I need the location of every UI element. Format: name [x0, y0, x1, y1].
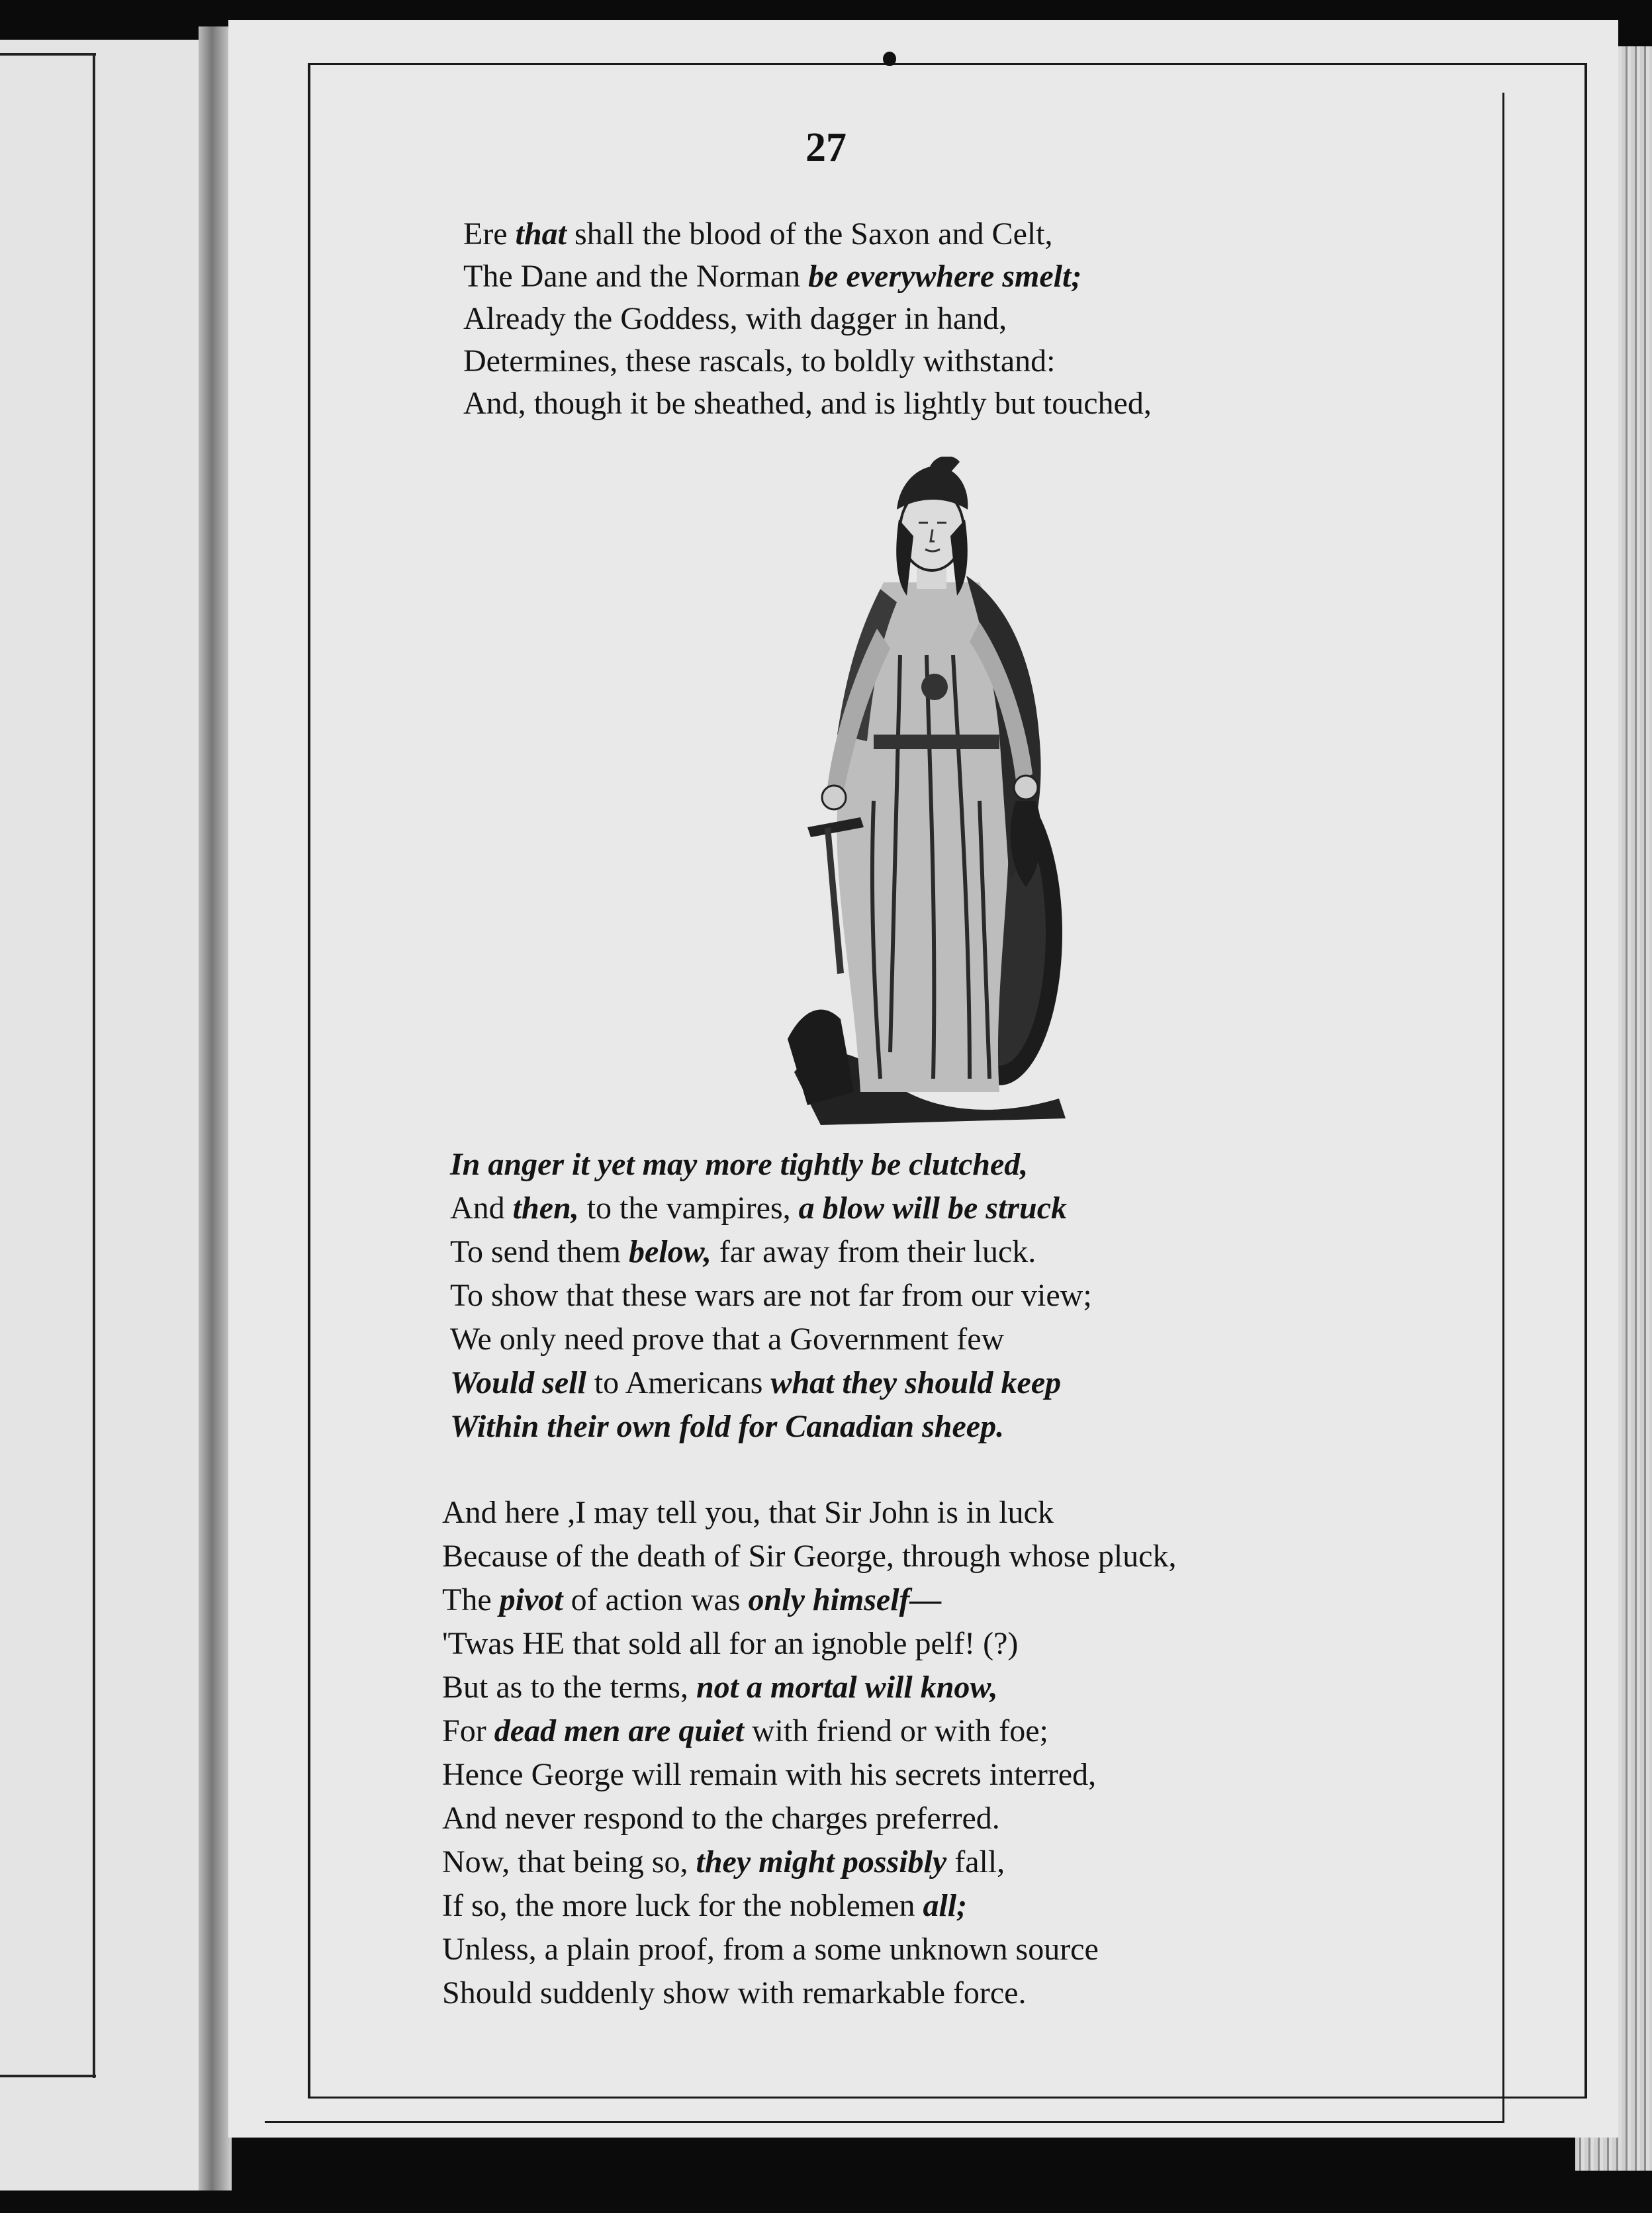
verse-line: [442, 1928, 1176, 1972]
verse-text: shall the blood of the Saxon and Celt,: [566, 216, 1053, 251]
emphasized-text: only himself—: [748, 1582, 942, 1617]
verse-line: [450, 1275, 1092, 1318]
verse-line: [442, 1710, 1176, 1754]
verse-text: Should suddenly show with remarkable force.: [442, 1975, 1027, 2010]
verse-text: to Americans: [586, 1365, 771, 1400]
verse-line: [450, 1406, 1092, 1449]
verse-line: [450, 1187, 1092, 1231]
verse-text: And: [450, 1191, 513, 1226]
verse-text: For: [442, 1713, 494, 1748]
verse-line: [463, 383, 1152, 425]
ink-dot: [883, 52, 896, 66]
verse-text: And here ,I may tell you, that Sir John is in luck: [442, 1495, 1054, 1530]
emphasized-text: they might possibly: [696, 1844, 947, 1879]
facing-page-border-bottom: [0, 2075, 96, 2077]
verse-text: To show that these wars are not far from our view;: [450, 1278, 1092, 1313]
verse-text: with friend or with foe;: [743, 1713, 1048, 1748]
verse-line: [442, 1623, 1176, 1666]
stanza-3: [442, 1492, 1176, 2016]
verse-line: [463, 255, 1152, 298]
facing-page: [0, 40, 212, 2190]
book-gutter: [199, 26, 232, 2190]
emphasized-text: dead men are quiet: [494, 1713, 744, 1748]
emphasized-text: a blow will be struck: [798, 1191, 1067, 1226]
verse-line: [442, 1797, 1176, 1841]
facing-page-border: [93, 53, 95, 2078]
verse-text: Because of the death of Sir George, through whose pluck,: [442, 1539, 1177, 1574]
emphasized-text: Would sell: [450, 1365, 586, 1400]
verse-text: to the vampires,: [578, 1191, 799, 1226]
verse-line: [442, 1754, 1176, 1797]
verse-line: [450, 1318, 1092, 1362]
verse-text: Hence George will remain with his secrets interred,: [442, 1757, 1097, 1792]
emphasized-text: pivot: [499, 1582, 563, 1617]
verse-text: 'Twas: [442, 1626, 523, 1661]
verse-line: [442, 1972, 1176, 2016]
stanza-1: [463, 213, 1152, 425]
verse-line: [442, 1841, 1176, 1885]
verse-text: Determines, these rascals, to boldly withstand:: [463, 343, 1056, 379]
verse-text: HE: [522, 1626, 565, 1661]
emphasized-text: In anger it yet may more tightly be clutched,: [450, 1147, 1029, 1182]
verse-line: [463, 340, 1152, 383]
emphasized-text: below,: [628, 1234, 711, 1269]
verse-text: far away from their luck.: [711, 1234, 1036, 1269]
emphasized-text: all;: [923, 1888, 968, 1923]
verse-text: We only need prove that a Government few: [450, 1322, 1005, 1357]
verse-line: [442, 1492, 1176, 1535]
verse-line: [463, 298, 1152, 340]
verse-line: [442, 1579, 1176, 1623]
verse-line: [442, 1535, 1176, 1579]
verse-text: Already the Goddess, with dagger in hand,: [463, 301, 1007, 336]
verse-line: [442, 1666, 1176, 1710]
verse-text: Ere: [463, 216, 516, 251]
emphasized-text: that: [515, 216, 567, 251]
emphasized-text: be everywhere smelt;: [808, 259, 1082, 294]
verse-text: And, though it be sheathed, and is lightly but touched,: [463, 386, 1152, 421]
page-number: 27: [805, 125, 847, 170]
verse-text: And never respond to the charges preferred.: [442, 1801, 1000, 1836]
verse-text: The Dane and the Norman: [463, 259, 809, 294]
verse-text: If so, the more luck for the noblemen: [442, 1888, 923, 1923]
verse-text: Now, that being so,: [442, 1844, 696, 1879]
verse-text: fall,: [946, 1844, 1005, 1879]
facing-page-border-top: [0, 53, 96, 56]
verse-line: [450, 1231, 1092, 1275]
emphasized-text: then,: [512, 1191, 579, 1226]
verse-text: But as to the terms,: [442, 1670, 696, 1705]
verse-text: The: [442, 1582, 500, 1617]
verse-text: that sold all for an ignoble pelf! (?): [565, 1626, 1019, 1661]
verse-line: [450, 1144, 1092, 1187]
emphasized-text: Within their own fold for Canadian sheep.: [450, 1409, 1005, 1444]
verse-text: Unless, a plain proof, from a some unknown source: [442, 1932, 1099, 1967]
verse-line: [463, 213, 1152, 255]
emphasized-text: what they should keep: [770, 1365, 1062, 1400]
verse-line: [442, 1885, 1176, 1928]
emphasized-text: not a mortal will know,: [696, 1670, 998, 1705]
britannia-goddess-figure: [781, 457, 1079, 1132]
verse-text: of action was: [563, 1582, 749, 1617]
verse-text: To send them: [450, 1234, 629, 1269]
verse-line: [450, 1362, 1092, 1406]
stanza-2: [450, 1144, 1092, 1449]
